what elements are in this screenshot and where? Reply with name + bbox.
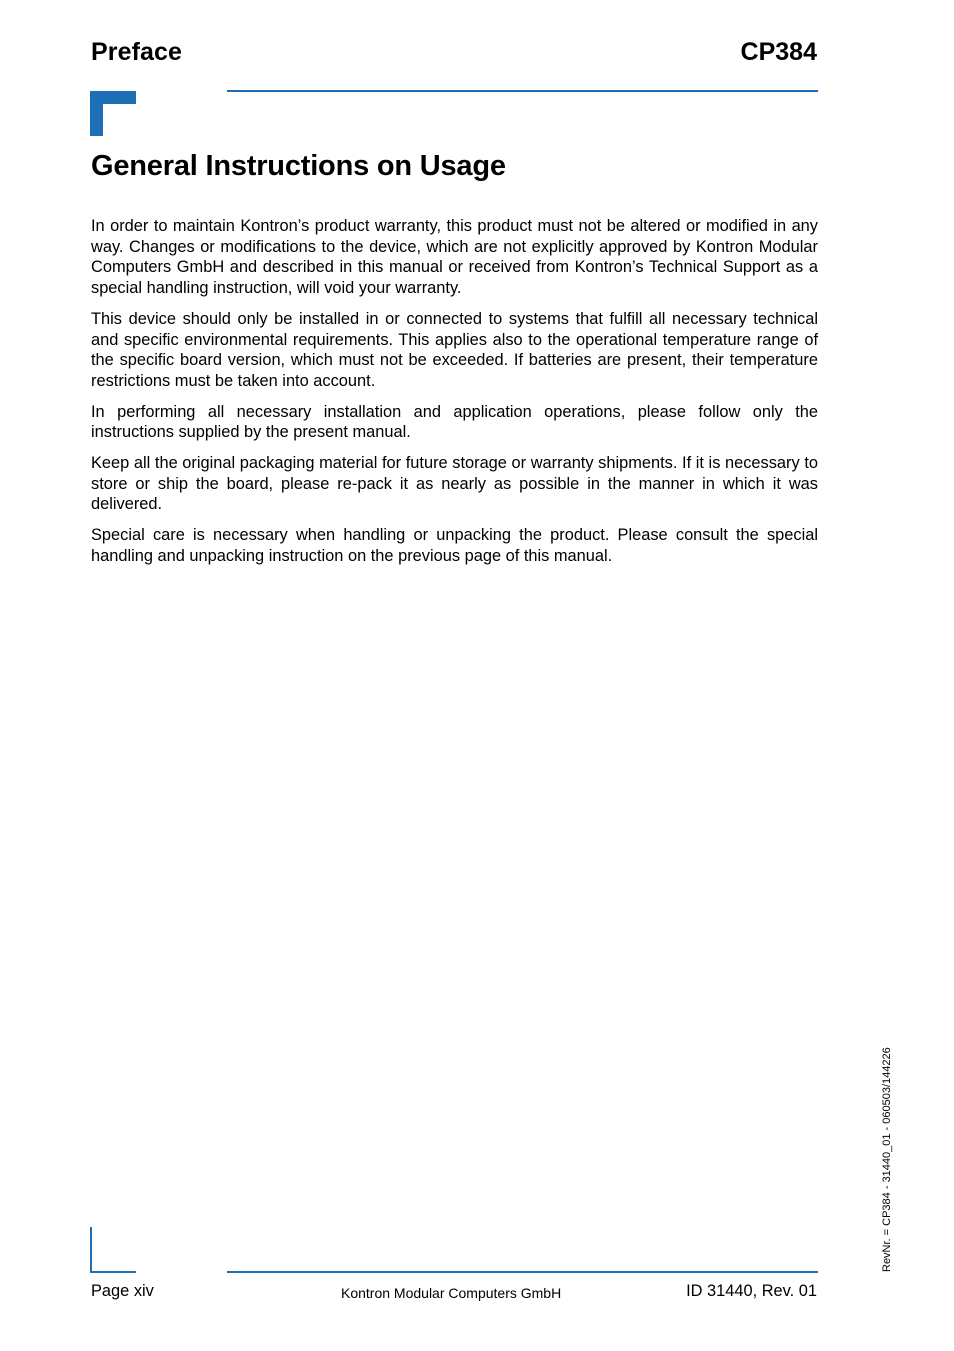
footer-rule: [227, 1271, 818, 1273]
page-title: General Instructions on Usage: [91, 150, 506, 182]
footer-company: Kontron Modular Computers GmbH: [341, 1285, 562, 1301]
header-rule: [227, 90, 818, 92]
corner-mark-icon: [90, 91, 136, 136]
footer-corner-mark-icon: [90, 1227, 136, 1273]
body-text: [91, 216, 818, 577]
paragraph-requirements: This device should only be installed in or connected to systems that fulfill all necessary technical and specific environmental requirements. This applies also to the operational temperature range of the specific board version, which must not be exceeded. If batteries are present, their temperature restrictions must be taken into account.: [91, 309, 818, 390]
paragraph-packaging: Keep all the original packaging material for future storage or warranty shipments. If it is necessary to store or ship the board, please re-pack it as nearly as possible in the manner in which it was delivered.: [91, 454, 818, 514]
revision-note: RevNr. = CP384 - 31440_01 - 060503/144226: [881, 1047, 893, 1272]
header-product-label: CP384: [740, 38, 817, 66]
header-section-label: Preface: [91, 38, 183, 66]
paragraph-handling: Special care is necessary when handling or unpacking the product. Please consult the special handling and unpacking instruction on the previous page of this manual.: [91, 526, 818, 565]
footer-page-number: Page xiv: [91, 1282, 154, 1300]
paragraph-warranty: In order to maintain Kontron’s product warranty, this product must not be altered or modified in any way. Changes or modifications to the device, which are not explicitly approved by Kontron Modular Computers GmbH and described in this manual or received from Kontron’s Technical Support as a special handling instruction, will void your warranty.: [91, 217, 818, 298]
footer-document-id: ID 31440, Rev. 01: [686, 1282, 817, 1300]
paragraph-installation: In performing all necessary installation and application operations, please follow only the instructions supplied by the present manual.: [91, 402, 818, 442]
